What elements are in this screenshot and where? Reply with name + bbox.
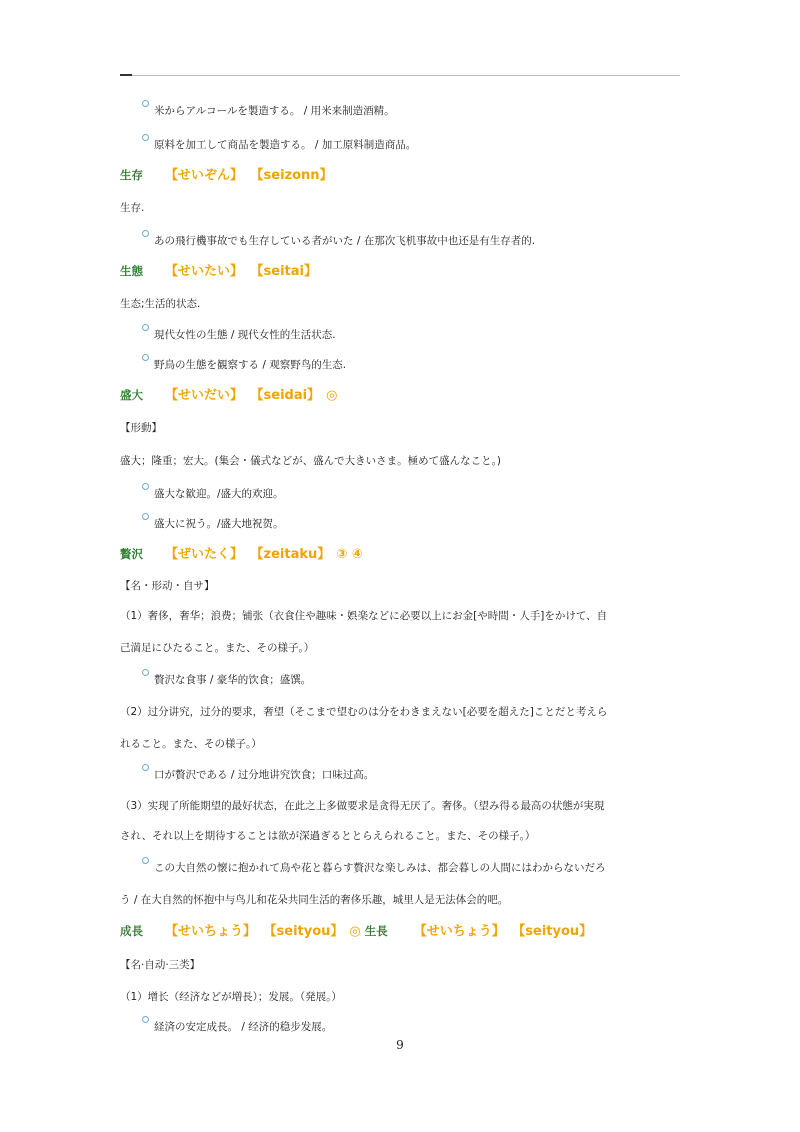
example-line: 野鳥の生態を観察する / 观察野鸟的生态. bbox=[145, 357, 685, 373]
header-rule bbox=[120, 75, 680, 76]
example-line: 原料を加工して商品を製造する。 / 加工原料制造商品。 bbox=[145, 137, 685, 153]
entry-kana: 【ぜいたく】 bbox=[165, 547, 244, 562]
definition-line: （1）增长（经济などが増長）；发展。（発展。） bbox=[120, 991, 342, 1003]
bullet-icon bbox=[142, 513, 149, 520]
definition-line: う / 在大自然的怀抱中与鸟儿和花朵共同生活的奢侈乐趣，城里人是无法体会的吧。 bbox=[120, 894, 509, 906]
bullet-icon bbox=[142, 100, 149, 107]
entry-kana: 【せいちょう】 bbox=[165, 924, 257, 939]
bullet-icon bbox=[142, 324, 149, 331]
bullet-icon bbox=[142, 1016, 149, 1023]
definition-line: 己満足にひたること。また、その様子。） bbox=[120, 642, 315, 654]
entry-heading bbox=[120, 545, 684, 564]
entry-mark: ◎ bbox=[326, 388, 338, 403]
example-line: 現代女性の生態 / 现代女性的生活状态. bbox=[145, 327, 685, 343]
bullet-icon bbox=[142, 354, 149, 361]
entry-romaji: 【seidai】 bbox=[257, 388, 321, 403]
example-line: 盛大な歓迎。/盛大的欢迎。 bbox=[145, 486, 685, 502]
definition-line: され、それ以上を期待することは欲が深過ぎるととらえられること。また、その様子。） bbox=[120, 830, 536, 842]
entry-heading bbox=[120, 386, 684, 405]
example-line: あの飛行機事故でも生存している者がいた / 在那次飞机事故中也还是有生存者的. bbox=[145, 233, 685, 249]
pos-line: 【形動】 bbox=[120, 422, 162, 434]
bullet-icon bbox=[142, 134, 149, 141]
entry-kana: 【せいたい】 bbox=[165, 264, 244, 279]
entry-mark: ◎ bbox=[349, 924, 361, 939]
definition-line: （1）奢侈，奢华；浪费；铺张（衣食住や趣味・娯楽などに必要以上にお金[や時間・人手]をかけて、自 bbox=[120, 610, 608, 622]
bullet-icon bbox=[142, 764, 149, 771]
entry-word: 盛大 bbox=[120, 388, 143, 402]
pos-line: 【名·自动·三类】 bbox=[120, 959, 201, 971]
entry-word: 贅沢 bbox=[120, 547, 143, 561]
entry-kana-alt: 【せいちょう】 bbox=[413, 924, 505, 939]
definition-line: （2）过分讲究，过分的要求，奢望（そこまで望むのは分をわきまえない[必要を超えた]ことだと考えら bbox=[120, 706, 608, 718]
header-mark bbox=[120, 74, 132, 76]
entry-word: 成長 bbox=[120, 924, 143, 938]
example-line: 贅沢な食事 / 豪华的饮食；盛馔。 bbox=[145, 672, 685, 688]
entry-kana: 【せいだい】 bbox=[165, 388, 244, 403]
example-line: 盛大に祝う。/盛大地祝贺。 bbox=[145, 516, 685, 532]
entry-romaji: 【seitai】 bbox=[257, 264, 317, 279]
definition-line: 盛大；隆重；宏大。(集会・儀式などが、盛んで大きいさま。極めて盛んなこと。) bbox=[120, 455, 501, 467]
entry-romaji: 【zeitaku】 bbox=[257, 547, 331, 562]
entry-heading bbox=[120, 262, 684, 281]
bullet-icon bbox=[142, 483, 149, 490]
example-line: 口が贅沢である / 过分地讲究饮食；口味过高。 bbox=[145, 767, 685, 783]
bullet-icon bbox=[142, 857, 149, 864]
definition-line: れること。また、その様子。） bbox=[120, 738, 262, 750]
entry-mark: ③ ④ bbox=[336, 547, 363, 562]
entry-word: 生態 bbox=[120, 264, 143, 278]
definition-line: 生存. bbox=[120, 202, 145, 214]
entry-romaji: 【seityou】 bbox=[270, 924, 344, 939]
definition-line: 生态;生活的状态. bbox=[120, 298, 201, 310]
entry-word-alt: 生長 bbox=[364, 924, 388, 938]
entry-romaji: 【seizonn】 bbox=[257, 168, 333, 183]
entry-word: 生存 bbox=[120, 168, 143, 182]
entry-heading bbox=[120, 922, 684, 941]
page-number: 9 bbox=[396, 1038, 404, 1052]
pos-line: 【名・形动・自サ】 bbox=[120, 580, 215, 592]
bullet-icon bbox=[142, 669, 149, 676]
definition-line: （3）实现了所能期望的最好状态，在此之上多做要求是贪得无厌了。奢侈。（望み得る最高の状態が実現 bbox=[120, 800, 605, 812]
example-line: 米からアルコールを製造する。 / 用米来制造酒精。 bbox=[145, 103, 685, 119]
example-line: この大自然の懐に抱かれて鳥や花と暮らす贅沢な楽しみは、都会暮しの人間にはわからないだろ bbox=[145, 860, 685, 876]
bullet-icon bbox=[142, 230, 149, 237]
entry-heading bbox=[120, 166, 684, 185]
entry-romaji-alt: 【seityou】 bbox=[518, 924, 593, 939]
example-line: 経済の安定成長。 / 经济的稳步发展。 bbox=[145, 1019, 685, 1035]
entry-kana: 【せいぞん】 bbox=[165, 168, 244, 183]
